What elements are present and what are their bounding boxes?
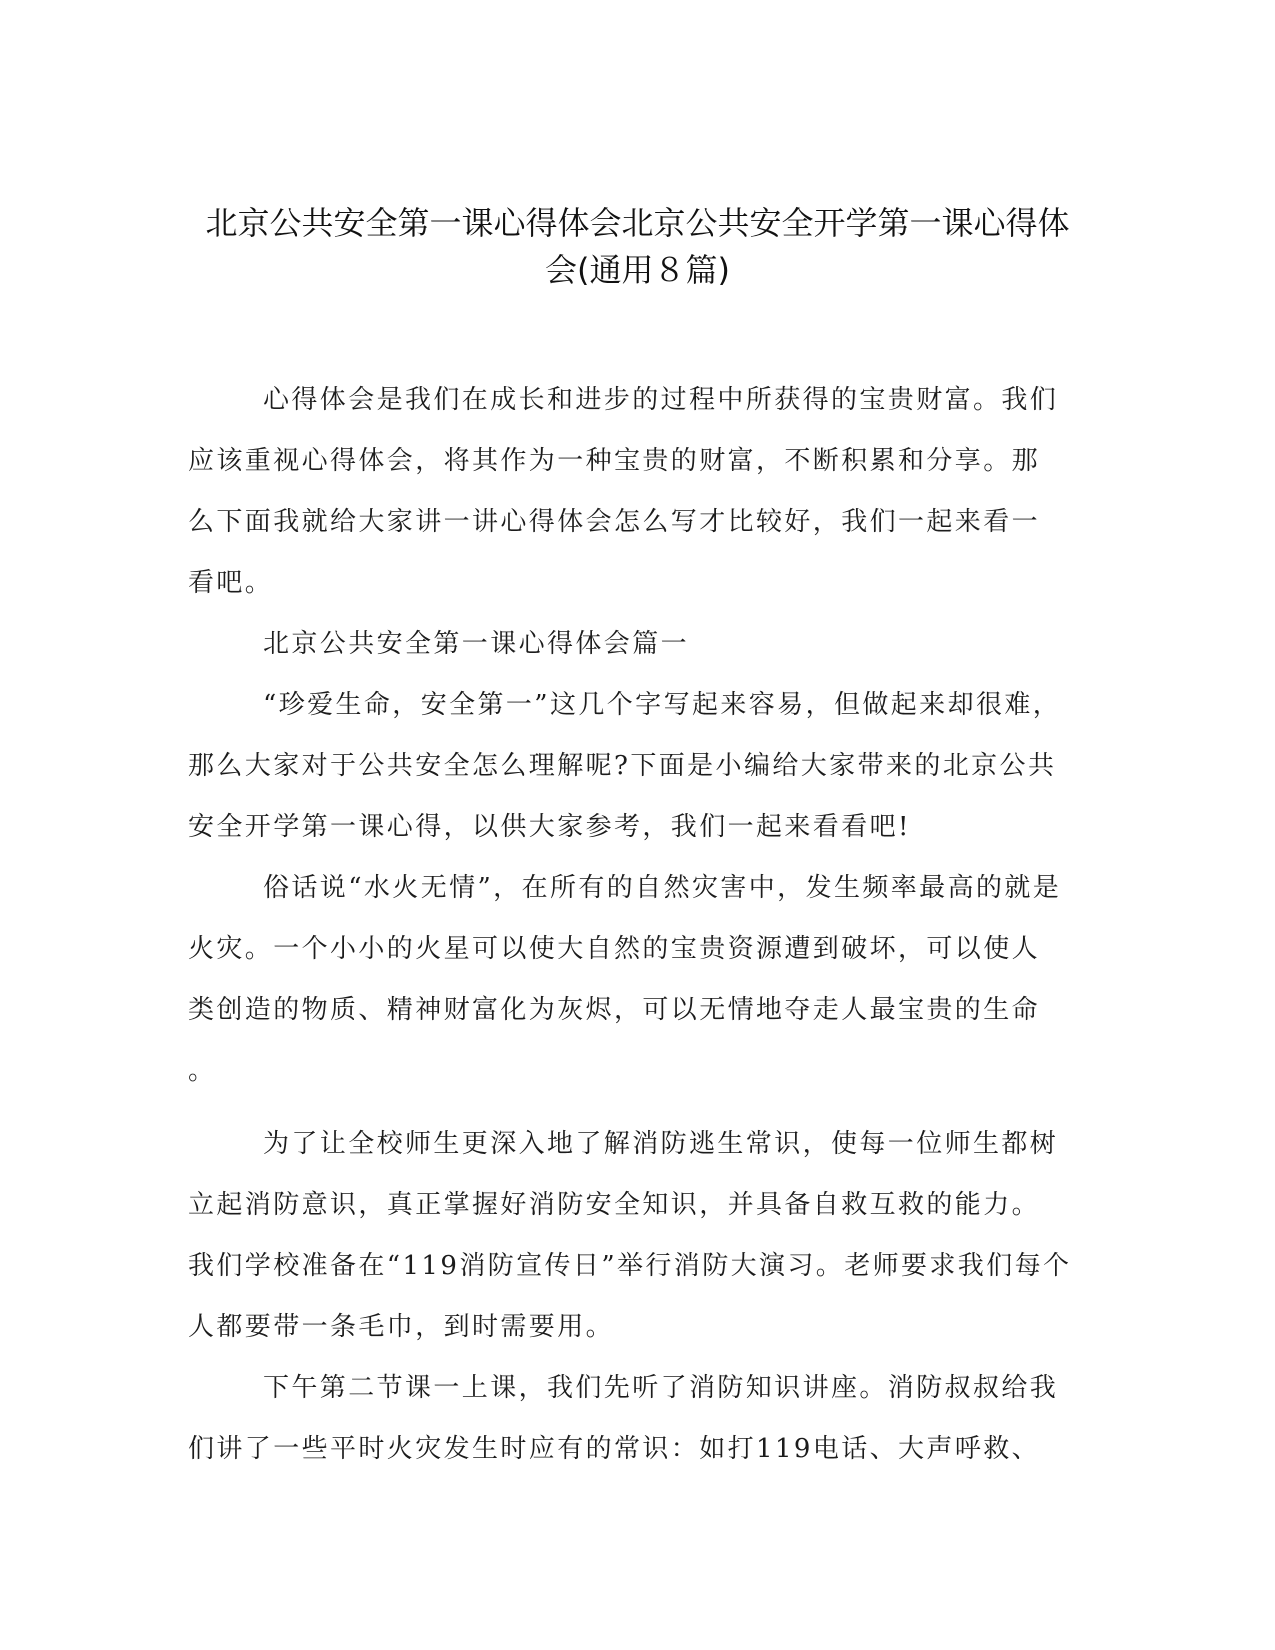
paragraph-spacer [188,1102,1073,1114]
paragraph-line: 类创造的物质、精神财富化为灰烬，可以无情地夺走人最宝贵的生命 [188,995,1041,1025]
title-line: 北京公共安全第一课心得体会北京公共安全开学第一课心得体 [205,204,1070,242]
paragraph-line: 应该重视心得体会，将其作为一种宝贵的财富，不断积累和分享。那 [188,446,1041,476]
document-title [150,200,1125,294]
paragraph-line: 么下面我就给大家讲一讲心得体会怎么写才比较好，我们一起来看一 [188,507,1041,537]
paragraph [188,858,1073,1102]
paragraph [188,1358,1073,1480]
paragraph-line: 那么大家对于公共安全怎么理解呢?下面是小编给大家带来的北京公共 [188,751,1057,781]
paragraph-line: 。 [188,1056,217,1086]
paragraph [188,675,1073,858]
section-heading [188,614,1073,675]
paragraph-line: 心得体会是我们在成长和进步的过程中所获得的宝贵财富。我们 [263,385,1059,415]
paragraph-line: 我们学校准备在“119消防宣传日”举行消防大演习。老师要求我们每个 [188,1251,1072,1281]
paragraph-line: “珍爱生命，安全第一”这几个字写起来容易，但做起来却很难， [263,690,1062,720]
paragraph-intro [188,370,1073,614]
paragraph-line: 火灾。一个小小的火星可以使大自然的宝贵资源遭到破坏，可以使人 [188,934,1041,964]
section-heading-text: 北京公共安全第一课心得体会篇一 [263,629,690,659]
paragraph-line: 俗话说“水火无情”，在所有的自然灾害中，发生频率最高的就是 [263,873,1062,903]
paragraph-line: 为了让全校师生更深入地了解消防逃生常识，使每一位师生都树 [263,1129,1059,1159]
paragraph-line: 人都要带一条毛巾，到时需要用。 [188,1312,615,1342]
paragraph-line: 立起消防意识，真正掌握好消防安全知识，并具备自救互救的能力。 [188,1190,1041,1220]
paragraph-line: 们讲了一些平时火灾发生时应有的常识：如打119电话、大声呼救、 [188,1434,1041,1464]
paragraph-line: 安全开学第一课心得，以供大家参考，我们一起来看看吧! [188,812,911,842]
paragraph-line: 看吧。 [188,568,274,598]
title-line: 会(通用８篇) [545,251,730,289]
document-body [188,370,1073,1480]
paragraph [188,1114,1073,1358]
paragraph-line: 下午第二节课一上课，我们先听了消防知识讲座。消防叔叔给我 [263,1373,1059,1403]
